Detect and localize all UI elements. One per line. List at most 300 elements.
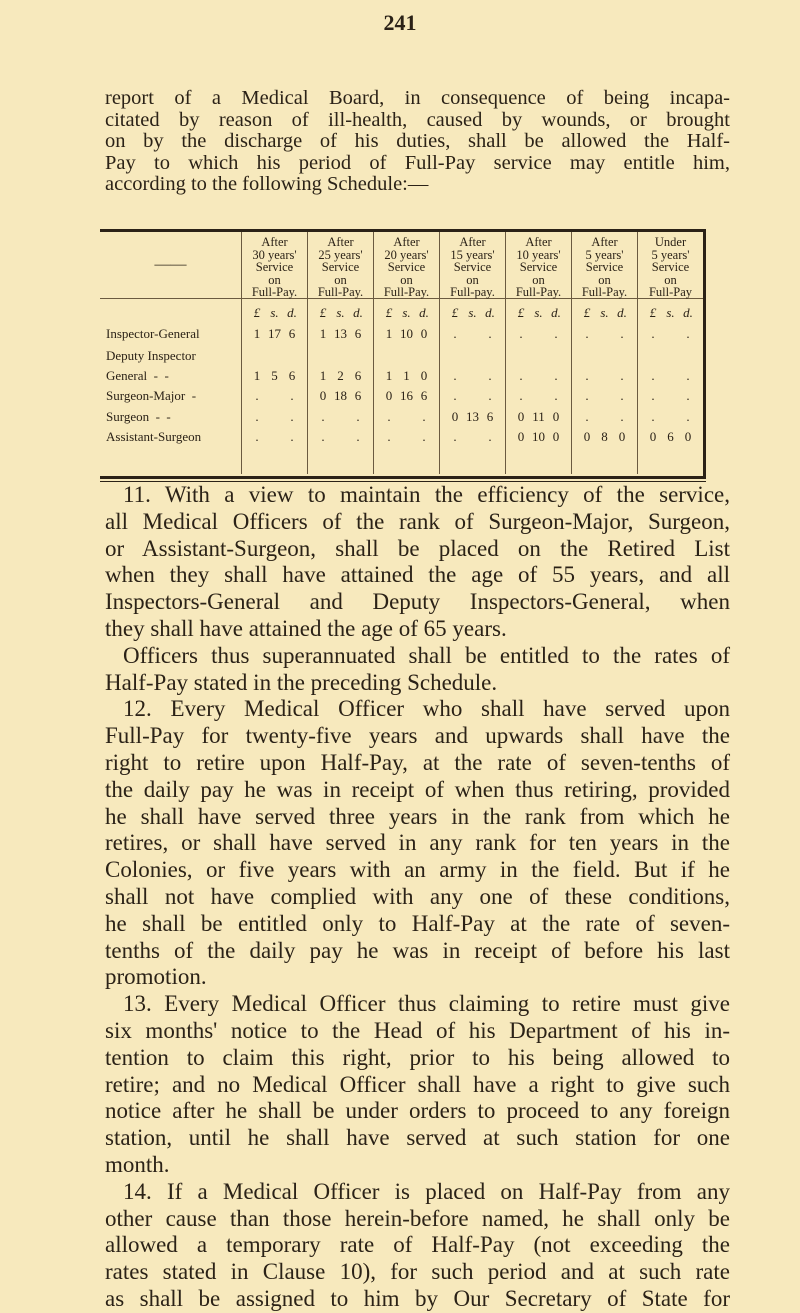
value-column xyxy=(505,299,571,474)
value-column xyxy=(307,299,373,474)
column-header xyxy=(505,232,571,298)
amount xyxy=(572,366,637,386)
pounds: . xyxy=(651,368,655,383)
row-label-text xyxy=(100,407,235,428)
shillings xyxy=(333,407,349,428)
pence: . xyxy=(356,408,360,424)
text-line: month. xyxy=(105,1151,170,1177)
pounds: . xyxy=(585,325,589,341)
pounds: . xyxy=(519,368,523,383)
table-cell xyxy=(374,407,439,428)
units-row xyxy=(506,303,571,324)
pounds: 0 xyxy=(319,388,327,403)
text-line: according to the following Schedule:— xyxy=(105,173,429,196)
pounds: . xyxy=(453,388,457,403)
pounds: . xyxy=(255,388,259,403)
text-line: notice after he shall be under orders to proceed to any foreign xyxy=(105,1098,730,1124)
unit-label: £ xyxy=(253,305,261,320)
shillings: 10 xyxy=(532,429,545,444)
table-cell xyxy=(572,324,637,345)
shillings xyxy=(399,407,415,428)
column-header xyxy=(307,232,373,298)
pence: . xyxy=(620,408,624,424)
text-line: they shall have attained the age of 65 years. xyxy=(105,615,507,641)
pounds: . xyxy=(387,429,391,444)
shillings xyxy=(465,427,481,448)
value-column xyxy=(373,299,439,474)
column-header-line: After xyxy=(261,235,288,249)
table-cell xyxy=(242,324,307,345)
text-line: allowed a temporary rate of Half-Pay (not exceeding the xyxy=(105,1232,730,1258)
unit-label: d. xyxy=(551,305,561,320)
pounds: . xyxy=(585,368,589,383)
table-cell xyxy=(242,344,307,386)
unit-label: s. xyxy=(270,305,279,320)
shillings xyxy=(399,427,415,448)
text-line: shall not have complied with any one of these conditions, xyxy=(105,883,730,909)
column-header-line: 5 years' xyxy=(651,247,690,262)
row-label-text xyxy=(100,427,235,448)
unit-label: d. xyxy=(353,305,363,320)
row-label-line: Assistant-Surgeon xyxy=(106,429,202,444)
amount xyxy=(374,366,439,386)
text-line: Pay to which his period of Full-Pay service may entitle him, xyxy=(105,151,730,174)
text-line: station, until he shall have served at such station for one xyxy=(105,1125,730,1151)
amount xyxy=(506,386,571,407)
row-label-line: Inspector-General xyxy=(106,325,200,341)
shillings: 2 xyxy=(337,368,344,383)
column-header xyxy=(241,232,307,298)
pence: 6 xyxy=(354,368,362,383)
row-label xyxy=(100,427,241,448)
pence: . xyxy=(356,429,360,444)
pence: . xyxy=(554,325,558,341)
units xyxy=(638,303,703,324)
table-cell xyxy=(374,427,439,448)
shillings xyxy=(465,366,481,386)
amount xyxy=(440,386,505,407)
units xyxy=(242,303,307,324)
column-header-line: After xyxy=(591,235,618,249)
pence: . xyxy=(422,408,426,424)
text-line: retires, or shall have served in any rank for ten years in the xyxy=(105,830,730,856)
amount xyxy=(308,366,373,386)
half-pay-schedule-table xyxy=(100,229,706,476)
shillings xyxy=(267,407,283,428)
column-header-line: 25 years' xyxy=(318,247,363,262)
column-header-line: Service xyxy=(387,260,426,275)
column-header-line: After xyxy=(393,235,420,249)
amount xyxy=(374,407,439,428)
pounds: . xyxy=(651,408,655,424)
shillings: 17 xyxy=(268,325,281,341)
table-body xyxy=(100,299,703,474)
shillings: 5 xyxy=(271,368,278,383)
unit-label: s. xyxy=(402,305,411,320)
shillings: 18 xyxy=(334,388,347,403)
pence: . xyxy=(554,368,558,383)
page-number: 241 xyxy=(383,10,417,35)
pence: 0 xyxy=(552,408,560,424)
row-label-line: Surgeon - - xyxy=(106,408,171,424)
shillings xyxy=(465,324,481,345)
pounds: 0 xyxy=(517,429,525,444)
value-column xyxy=(637,299,703,474)
pence: . xyxy=(488,429,492,444)
table-cell xyxy=(242,427,307,448)
table-header-row xyxy=(100,232,703,299)
row-label-text xyxy=(100,324,235,345)
table-cell xyxy=(572,344,637,386)
amount xyxy=(374,427,439,448)
shillings xyxy=(267,427,283,448)
units-row xyxy=(638,303,703,324)
row-label-text xyxy=(100,346,235,386)
amount xyxy=(506,366,571,386)
shillings xyxy=(333,427,349,448)
table-cell xyxy=(440,427,505,448)
text-line: 14. If a Medical Officer is placed on Half-Pay from any xyxy=(123,1178,730,1204)
value-column xyxy=(241,299,307,474)
column-header-line: Full-Pay. xyxy=(581,285,628,300)
amount xyxy=(242,427,307,448)
pounds: . xyxy=(519,325,523,341)
row-labels-column xyxy=(100,299,241,474)
pounds: 1 xyxy=(319,368,327,383)
pounds: . xyxy=(651,388,655,403)
pounds: 0 xyxy=(451,408,459,424)
text-line: 12. Every Medical Officer who shall have served upon xyxy=(123,696,730,722)
shillings xyxy=(531,366,547,386)
shillings xyxy=(663,366,679,386)
row-label-line: General - - xyxy=(106,368,169,383)
text-line: promotion. xyxy=(105,964,207,990)
text-line: 13. Every Medical Officer thus claiming to retire must give xyxy=(123,991,730,1017)
pounds: 1 xyxy=(385,368,393,383)
table-cell xyxy=(440,324,505,345)
row-label xyxy=(100,386,241,407)
unit-label: s. xyxy=(336,305,345,320)
units-row xyxy=(440,303,505,324)
pounds: . xyxy=(585,408,589,424)
text-line: as shall be assigned to him by Our Secretary of State for xyxy=(105,1285,730,1311)
amount xyxy=(440,407,505,428)
column-header-line: Service xyxy=(585,260,624,275)
column-header-line: After xyxy=(327,235,354,249)
column-header-line: on xyxy=(532,272,545,287)
pence: 6 xyxy=(420,388,428,403)
amount xyxy=(506,407,571,428)
pence: 6 xyxy=(486,408,494,424)
amount xyxy=(308,386,373,407)
text-line: six months' notice to the Head of his Department of his in- xyxy=(105,1017,730,1043)
table-cell xyxy=(308,386,373,407)
column-header-line: Full-Pay. xyxy=(251,285,298,300)
table-cell xyxy=(506,324,571,345)
pounds: . xyxy=(387,408,391,424)
amount xyxy=(572,324,637,345)
pounds: 0 xyxy=(583,429,591,444)
column-header-line: on xyxy=(598,272,611,287)
column-header-line: Service xyxy=(255,260,294,275)
pounds: . xyxy=(255,429,259,444)
intro-paragraph xyxy=(105,88,730,196)
column-header-line: Service xyxy=(519,260,558,275)
amount xyxy=(308,324,373,345)
pounds: . xyxy=(453,368,457,383)
pence: . xyxy=(290,388,294,403)
shillings xyxy=(465,386,481,407)
pence: . xyxy=(488,388,492,403)
pence: . xyxy=(686,388,690,403)
pence: . xyxy=(488,368,492,383)
shillings xyxy=(663,386,679,407)
units-row xyxy=(242,303,307,324)
unit-label: d. xyxy=(287,305,297,320)
amount xyxy=(242,407,307,428)
column-header-line: Under xyxy=(654,235,687,249)
amount xyxy=(242,386,307,407)
unit-label: £ xyxy=(517,305,525,320)
pounds: . xyxy=(321,408,325,424)
table-cell xyxy=(638,386,703,407)
text-line: Half-Pay stated in the preceding Schedule. xyxy=(105,669,498,695)
text-line: he shall have served three years in the rank from which he xyxy=(105,803,730,829)
row-label xyxy=(100,324,241,345)
table-cell xyxy=(506,386,571,407)
column-header-line: Full-Pay xyxy=(648,285,693,300)
units xyxy=(572,303,637,324)
pounds: . xyxy=(453,429,457,444)
units xyxy=(374,303,439,324)
amount xyxy=(638,427,703,448)
pounds: 1 xyxy=(253,325,261,341)
shillings: 10 xyxy=(400,325,413,341)
amount xyxy=(506,427,571,448)
table-cell xyxy=(572,427,637,448)
column-header-line: 15 years' xyxy=(450,247,495,262)
amount xyxy=(308,427,373,448)
amount xyxy=(440,427,505,448)
text-line: or Assistant-Surgeon, shall be placed on the Retired List xyxy=(105,535,730,561)
text-line: when they shall have attained the age of 55 years, and all xyxy=(105,562,730,588)
text-line: citated by reason of ill-health, caused by wounds, or brought xyxy=(105,108,730,131)
pounds: 0 xyxy=(517,408,525,424)
column-header-line: Full-pay. xyxy=(450,285,495,300)
pounds: . xyxy=(651,325,655,341)
pence: 6 xyxy=(288,368,296,383)
table-cell xyxy=(506,427,571,448)
unit-label: d. xyxy=(419,305,429,320)
value-column xyxy=(439,299,505,474)
pounds: . xyxy=(585,388,589,403)
shillings: 16 xyxy=(400,388,413,403)
column-header-line: Service xyxy=(321,260,360,275)
table-cell xyxy=(374,386,439,407)
shillings: 6 xyxy=(667,429,674,444)
pounds: . xyxy=(255,408,259,424)
table-cell xyxy=(440,344,505,386)
unit-label: s. xyxy=(666,305,675,320)
body-text xyxy=(105,482,730,1313)
pence: 0 xyxy=(684,429,692,444)
text-line: right to retire upon Half-Pay, at the rate of seven-tenths of xyxy=(105,749,730,775)
text-line: Full-Pay for twenty-five years and upwards shall have the xyxy=(105,723,730,749)
pence: 0 xyxy=(420,368,428,383)
pounds: 1 xyxy=(253,368,261,383)
amount xyxy=(242,324,307,345)
row-label-text xyxy=(100,386,235,407)
table-cell xyxy=(638,407,703,428)
pence: . xyxy=(422,429,426,444)
table-cell xyxy=(242,407,307,428)
table-cell xyxy=(440,386,505,407)
table-cell xyxy=(506,344,571,386)
column-header-line: Full-Pay. xyxy=(515,285,562,300)
unit-label: £ xyxy=(385,305,393,320)
pounds: . xyxy=(321,429,325,444)
table-cell xyxy=(638,324,703,345)
amount xyxy=(572,386,637,407)
shillings xyxy=(663,407,679,428)
shillings xyxy=(597,324,613,345)
amount xyxy=(374,324,439,345)
pounds: 1 xyxy=(319,325,327,341)
pence: . xyxy=(554,388,558,403)
amount xyxy=(638,324,703,345)
amount xyxy=(638,386,703,407)
pence: . xyxy=(686,408,690,424)
amount xyxy=(440,324,505,345)
amount xyxy=(572,427,637,448)
pence: 6 xyxy=(288,325,296,341)
table-cell xyxy=(440,407,505,428)
value-column xyxy=(571,299,637,474)
table-cell xyxy=(506,407,571,428)
text-line: on by the discharge of his duties, shall be allowed the Half- xyxy=(105,130,730,153)
column-header-line: Service xyxy=(651,260,690,275)
text-line: 11. With a view to maintain the efficiency of the service, xyxy=(123,482,730,507)
text-line: rates stated in Clause 10), for such period and at such rate xyxy=(105,1259,730,1285)
text-line: report of a Medical Board, in consequence of being incapa- xyxy=(105,87,730,109)
column-header-line: Full-Pay. xyxy=(383,285,430,300)
shillings xyxy=(597,407,613,428)
shillings xyxy=(663,324,679,345)
shillings: 8 xyxy=(601,429,608,444)
pence: . xyxy=(620,368,624,383)
pence: 6 xyxy=(354,325,362,341)
pence: . xyxy=(290,429,294,444)
pence: 0 xyxy=(552,429,560,444)
column-header xyxy=(571,232,637,298)
text-line: Colonies, or five years with an army in the field. But if he xyxy=(105,857,730,883)
text-line: all Medical Officers of the rank of Surgeon-Major, Surgeon, xyxy=(105,508,730,534)
shillings: 1 xyxy=(403,368,410,383)
pence: . xyxy=(290,408,294,424)
table-cell xyxy=(308,324,373,345)
unit-label: s. xyxy=(600,305,609,320)
unit-label: d. xyxy=(485,305,495,320)
table-corner: —— xyxy=(154,256,187,273)
unit-label: £ xyxy=(649,305,657,320)
shillings xyxy=(597,386,613,407)
amount xyxy=(572,407,637,428)
amount xyxy=(638,366,703,386)
amount xyxy=(440,366,505,386)
amount xyxy=(638,407,703,428)
table-cell xyxy=(242,386,307,407)
column-header-line: on xyxy=(466,272,479,287)
units xyxy=(308,303,373,324)
units xyxy=(440,303,505,324)
pence: . xyxy=(686,368,690,383)
row-label-wrap xyxy=(106,346,196,386)
text-line: retire; and no Medical Officer shall have a right to give such xyxy=(105,1071,730,1097)
unit-label: d. xyxy=(617,305,627,320)
units-row xyxy=(572,303,637,324)
column-header xyxy=(637,232,703,298)
amount xyxy=(374,386,439,407)
pence: . xyxy=(488,325,492,341)
unit-label: £ xyxy=(451,305,459,320)
units xyxy=(506,303,571,324)
pence: 6 xyxy=(354,388,362,403)
text-line: he shall be entitled only to Half-Pay at the rate of seven- xyxy=(105,910,730,936)
row-label-line: Deputy Inspector xyxy=(106,348,196,363)
pence: 0 xyxy=(618,429,626,444)
column-header-line: on xyxy=(400,272,413,287)
column-header-line: on xyxy=(334,272,347,287)
column-header-line: 20 years' xyxy=(384,247,429,262)
table-cell xyxy=(374,324,439,345)
table-cell xyxy=(638,344,703,386)
pence: 0 xyxy=(420,325,428,341)
shillings xyxy=(531,324,547,345)
column-header-line: Service xyxy=(453,260,492,275)
column-header-line: 5 years' xyxy=(585,247,624,262)
unit-label: £ xyxy=(583,305,591,320)
column-header-line: After xyxy=(459,235,486,249)
units-row-spacer xyxy=(100,303,241,324)
pence: . xyxy=(686,325,690,341)
column-header-line: on xyxy=(664,272,677,287)
table-cell xyxy=(308,427,373,448)
units-row xyxy=(374,303,439,324)
unit-label: d. xyxy=(683,305,693,320)
column-header xyxy=(439,232,505,298)
unit-label: s. xyxy=(468,305,477,320)
table-cell xyxy=(638,427,703,448)
text-line: the daily pay he was in receipt of when thus retiring, provided xyxy=(105,776,730,802)
shillings xyxy=(267,386,283,407)
units-row xyxy=(308,303,373,324)
pounds: . xyxy=(519,388,523,403)
text-line: tenths of the daily pay he was in receipt of before his last xyxy=(105,937,730,963)
text-line: other cause than those herein-before named, he shall only be xyxy=(105,1205,730,1231)
shillings: 13 xyxy=(334,325,347,341)
pounds: 1 xyxy=(385,325,393,341)
row-label xyxy=(100,344,241,386)
table-cell xyxy=(572,386,637,407)
shillings xyxy=(597,366,613,386)
shillings: 13 xyxy=(466,408,479,424)
table-cell xyxy=(308,344,373,386)
shillings xyxy=(531,386,547,407)
text-line: tention to claim this right, prior to his being allowed to xyxy=(105,1044,730,1070)
pounds: 0 xyxy=(649,429,657,444)
table-cell xyxy=(572,407,637,428)
unit-label: s. xyxy=(534,305,543,320)
